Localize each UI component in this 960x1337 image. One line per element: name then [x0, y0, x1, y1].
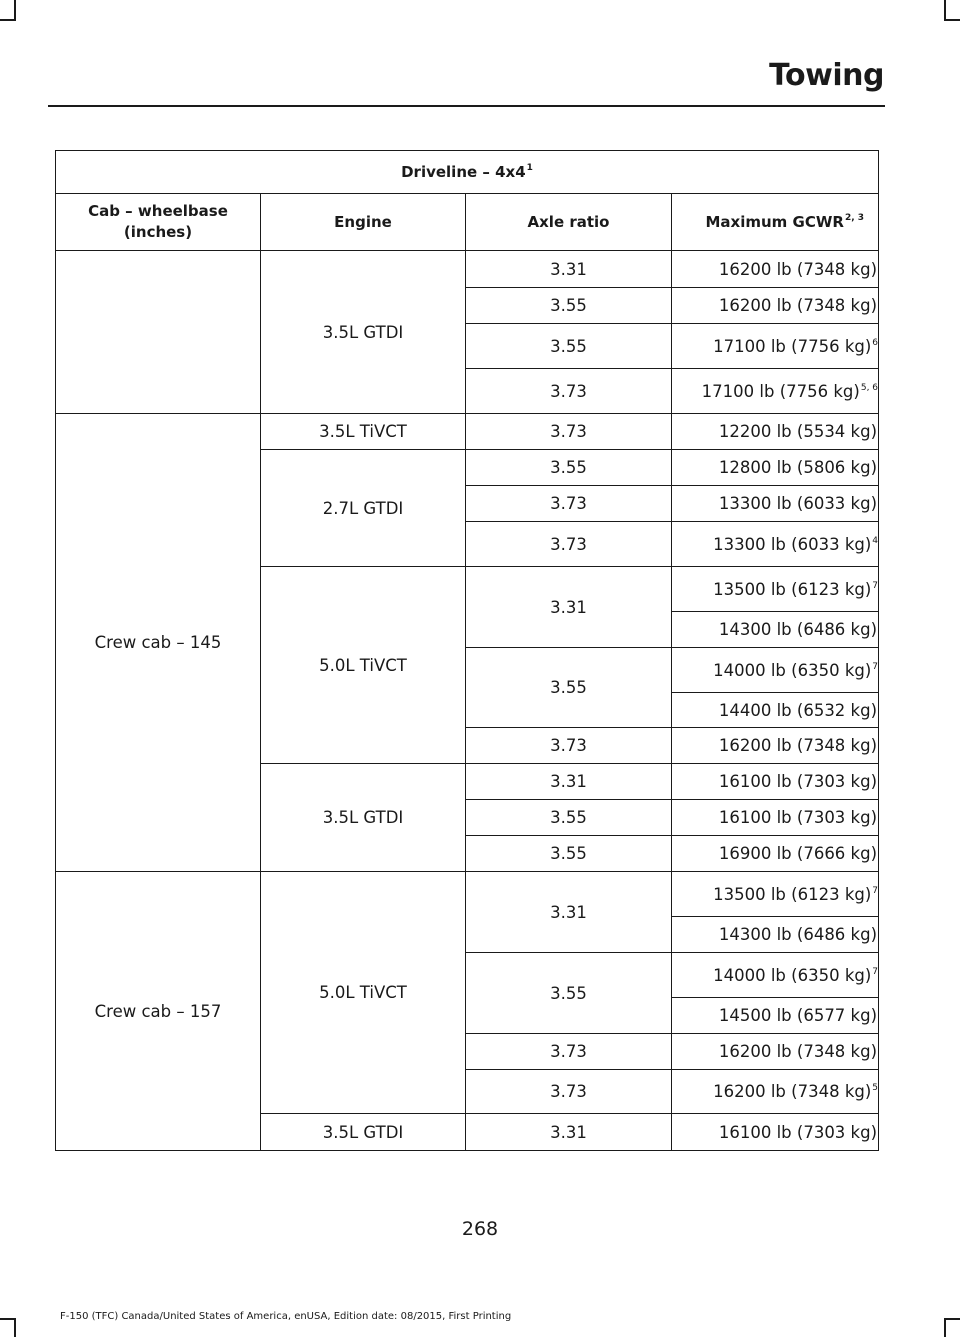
cab-cell: Crew cab – 145: [56, 414, 261, 872]
axle-cell: 3.55: [466, 450, 672, 486]
crop-mark: [0, 19, 16, 21]
gcwr-cell: 12800 lb (5806 kg): [672, 450, 879, 486]
gcwr-cell: 13500 lb (6123 kg)$^7$: [672, 872, 879, 917]
gcwr-cell: 13300 lb (6033 kg)$^4$: [672, 522, 879, 567]
gcwr-cell: 16200 lb (7348 kg)$^5$: [672, 1070, 879, 1114]
axle-cell: 3.73: [466, 522, 672, 567]
axle-cell: 3.73: [466, 486, 672, 522]
footer-edition-info: F-150 (TFC) Canada/United States of America, enUSA, Edition date: 08/2015, First Printing: [60, 1311, 512, 1322]
engine-cell: 3.5L TiVCT: [261, 414, 466, 450]
axle-cell: 3.73: [466, 414, 672, 450]
gcwr-cell: 17100 lb (7756 kg)$^6$: [672, 324, 879, 369]
axle-cell: 3.73: [466, 1034, 672, 1070]
header-engine: Engine: [261, 194, 466, 251]
gcwr-cell: 14000 lb (6350 kg)$^7$: [672, 953, 879, 998]
engine-cell: 3.5L GTDI: [261, 1114, 466, 1151]
axle-cell: 3.31: [466, 1114, 672, 1151]
axle-cell: 3.55: [466, 953, 672, 1034]
gcwr-cell: 17100 lb (7756 kg)$^{5, 6}$: [672, 369, 879, 414]
header-axle-ratio: Axle ratio: [466, 194, 672, 251]
axle-cell: 3.55: [466, 836, 672, 872]
title-divider: [48, 105, 885, 107]
cab-cell: [56, 251, 261, 414]
gcwr-cell: 16200 lb (7348 kg): [672, 1034, 879, 1070]
axle-cell: 3.31: [466, 764, 672, 800]
axle-cell: 3.73: [466, 369, 672, 414]
gcwr-cell: 14300 lb (6486 kg): [672, 612, 879, 648]
page-title: Towing: [769, 58, 884, 93]
header-cab-wheelbase: Cab – wheelbase (inches): [56, 194, 261, 251]
crop-mark: [14, 1318, 16, 1337]
axle-cell: 3.31: [466, 567, 672, 648]
cab-cell: Crew cab – 157: [56, 872, 261, 1151]
gcwr-cell: 16200 lb (7348 kg): [672, 288, 879, 324]
gcwr-cell: 16200 lb (7348 kg): [672, 728, 879, 764]
page-number: 268: [461, 1218, 499, 1240]
table-row: [56, 414, 879, 450]
axle-cell: 3.55: [466, 648, 672, 728]
header-max-gcwr: Maximum GCWR$^{2, 3}$: [672, 194, 879, 251]
axle-cell: 3.55: [466, 324, 672, 369]
crop-mark: [0, 1318, 16, 1320]
crop-mark: [944, 0, 946, 20]
table-banner: Driveline – $4x4^1$: [56, 151, 879, 194]
gcwr-cell: 14400 lb (6532 kg): [672, 693, 879, 728]
gcwr-cell: 16100 lb (7303 kg): [672, 764, 879, 800]
gcwr-cell: 16100 lb (7303 kg): [672, 1114, 879, 1151]
gcwr-cell: 16200 lb (7348 kg): [672, 251, 879, 288]
gcwr-cell: 16100 lb (7303 kg): [672, 800, 879, 836]
axle-cell: 3.31: [466, 251, 672, 288]
crop-mark: [944, 19, 960, 21]
table-row: [56, 872, 879, 917]
gcwr-cell: 16900 lb (7666 kg): [672, 836, 879, 872]
gcwr-cell: 14000 lb (6350 kg)$^7$: [672, 648, 879, 693]
axle-cell: 3.73: [466, 1070, 672, 1114]
gcwr-cell: 13300 lb (6033 kg): [672, 486, 879, 522]
engine-cell: 3.5L GTDI: [261, 251, 466, 414]
axle-cell: 3.73: [466, 728, 672, 764]
gcwr-cell: 13500 lb (6123 kg)$^7$: [672, 567, 879, 612]
crop-mark: [14, 0, 16, 20]
gcwr-cell: 14500 lb (6577 kg): [672, 998, 879, 1034]
engine-cell: 3.5L GTDI: [261, 764, 466, 872]
gcwr-cell: 12200 lb (5534 kg): [672, 414, 879, 450]
engine-cell: 2.7L GTDI: [261, 450, 466, 567]
engine-cell: 5.0L TiVCT: [261, 567, 466, 764]
towing-spec-table: [55, 150, 879, 1151]
crop-mark: [944, 1318, 960, 1320]
crop-mark: [944, 1318, 946, 1337]
gcwr-cell: 14300 lb (6486 kg): [672, 917, 879, 953]
axle-cell: 3.31: [466, 872, 672, 953]
table-row: [56, 251, 879, 288]
axle-cell: 3.55: [466, 800, 672, 836]
axle-cell: 3.55: [466, 288, 672, 324]
engine-cell: 5.0L TiVCT: [261, 872, 466, 1114]
